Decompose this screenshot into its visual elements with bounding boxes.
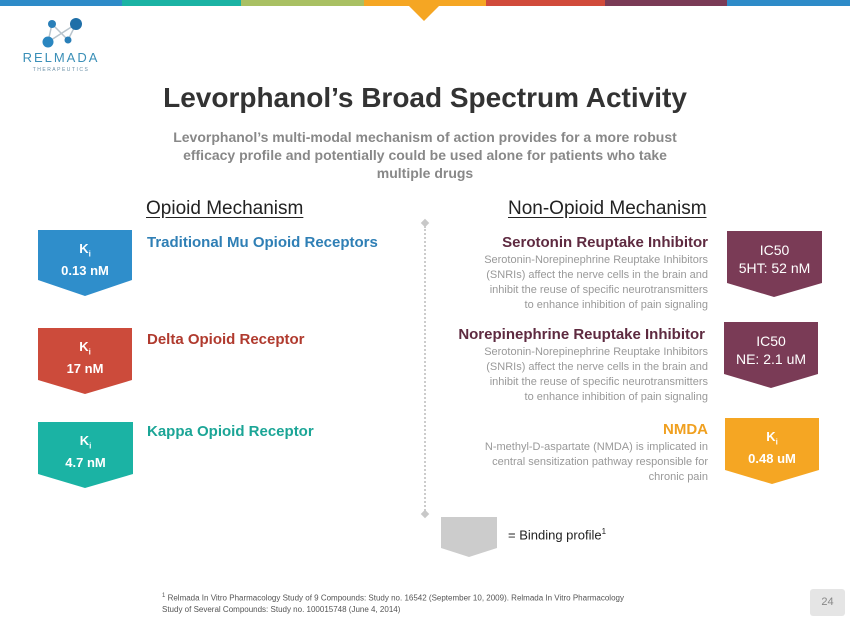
desc-line: (SNRIs) affect the nerve cells in the brain and (486, 269, 708, 281)
footnote-line: Relmada In Vitro Pharmacology Study of 9 Compounds: Study no. 16542 (September 10, 2009). Relmada In Vitro Pharmacology (165, 593, 624, 603)
ki-value: 4.7 nM (65, 454, 106, 470)
desc-line: central sensitization pathway responsible for (492, 456, 708, 468)
ic50-label: IC50 (759, 242, 790, 258)
norepinephrine-description (458, 345, 708, 405)
ic50-value: 5HT: 52 nM (738, 260, 811, 276)
ki-subscript: i (89, 441, 92, 451)
footnote-line: Study of Several Compounds: Study no. 100015748 (June 4, 2014) (162, 604, 401, 614)
footnote (162, 591, 782, 615)
mu-ki-badge (38, 230, 132, 296)
ki-label: K (79, 241, 89, 256)
ki-subscript: i (88, 249, 91, 259)
nmda-description (485, 440, 708, 485)
nmda-label: NMDA (663, 421, 708, 438)
desc-line: (SNRIs) affect the nerve cells in the brain and (486, 361, 708, 373)
kappa-ki-badge (38, 422, 133, 488)
ki-label: K (79, 339, 89, 354)
ki-label: K (79, 433, 90, 448)
desc-line: N-methyl-D-aspartate (NMDA) is implicated in (484, 441, 708, 453)
desc-line: to enhance inhibition of pain signaling (524, 391, 708, 403)
desc-line: Serotonin-Norepinephrine Reuptake Inhibitors (484, 346, 708, 358)
mu-receptor-label: Traditional Mu Opioid Receptors (147, 234, 378, 251)
logo-wordmark: RELMADA (22, 50, 100, 65)
relmada-logo (16, 14, 106, 74)
ki-value: 0.13 nM (61, 262, 109, 278)
footnote-marker: 1 (162, 593, 166, 599)
desc-line: Serotonin-Norepinephrine Reuptake Inhibitors (484, 254, 708, 266)
serotonin-description (484, 253, 708, 313)
norepinephrine-ic50-badge (724, 322, 818, 388)
ki-value: 0.48 uM (748, 450, 796, 466)
norepinephrine-label: Norepinephrine Reuptake Inhibitor (458, 326, 705, 343)
desc-line: chronic pain (648, 471, 708, 483)
bar-segment (605, 0, 727, 6)
ki-value: 17 nM (66, 360, 104, 376)
ki-label: K (766, 429, 776, 444)
ic50-value: NE: 2.1 uM (735, 351, 807, 367)
legend-label: = Binding profile (508, 527, 602, 543)
ki-subscript: i (88, 347, 91, 357)
divider-bottom-diamond-icon (421, 510, 429, 518)
opioid-heading: Opioid Mechanism (146, 198, 304, 219)
binding-profile-legend (508, 527, 606, 542)
bar-segment (0, 0, 122, 6)
molecule-icon (38, 16, 84, 50)
page-title: Levorphanol’s Broad Spectrum Activity (163, 82, 687, 113)
ic50-label: IC50 (756, 333, 786, 349)
serotonin-label: Serotonin Reuptake Inhibitor (502, 234, 708, 251)
desc-line: inhibit the reuse of specific neurotransmitters (489, 376, 708, 388)
center-divider (424, 226, 426, 514)
non-opioid-heading: Non-Opioid Mechanism (508, 198, 707, 219)
section-pointer-icon (408, 5, 440, 21)
bar-segment (241, 0, 364, 6)
nmda-block (485, 421, 708, 485)
nmda-ki-badge (725, 418, 819, 484)
serotonin-block (484, 234, 708, 313)
kappa-receptor-label: Kappa Opioid Receptor (147, 423, 314, 440)
legend-footnote-ref: 1 (601, 527, 607, 536)
ki-subscript: i (775, 437, 778, 447)
page-subtitle: Levorphanol’s multi-modal mechanism of action provides for a more robust efficacy profile and potentially could be used alone for patients who take multiple drugs (173, 129, 677, 181)
binding-profile-legend-shape (441, 517, 497, 557)
norepinephrine-block (458, 326, 708, 405)
delta-ki-badge (38, 328, 132, 394)
bar-segment (727, 0, 850, 6)
delta-receptor-label: Delta Opioid Receptor (147, 331, 305, 348)
desc-line: inhibit the reuse of specific neurotransmitters (489, 284, 708, 296)
page-number: 24 (810, 589, 845, 616)
serotonin-ic50-badge (727, 231, 822, 297)
logo-tagline: THERAPEUTICS (32, 67, 90, 73)
bar-segment (122, 0, 241, 6)
desc-line: to enhance inhibition of pain signaling (524, 299, 708, 311)
bar-segment (486, 0, 605, 6)
